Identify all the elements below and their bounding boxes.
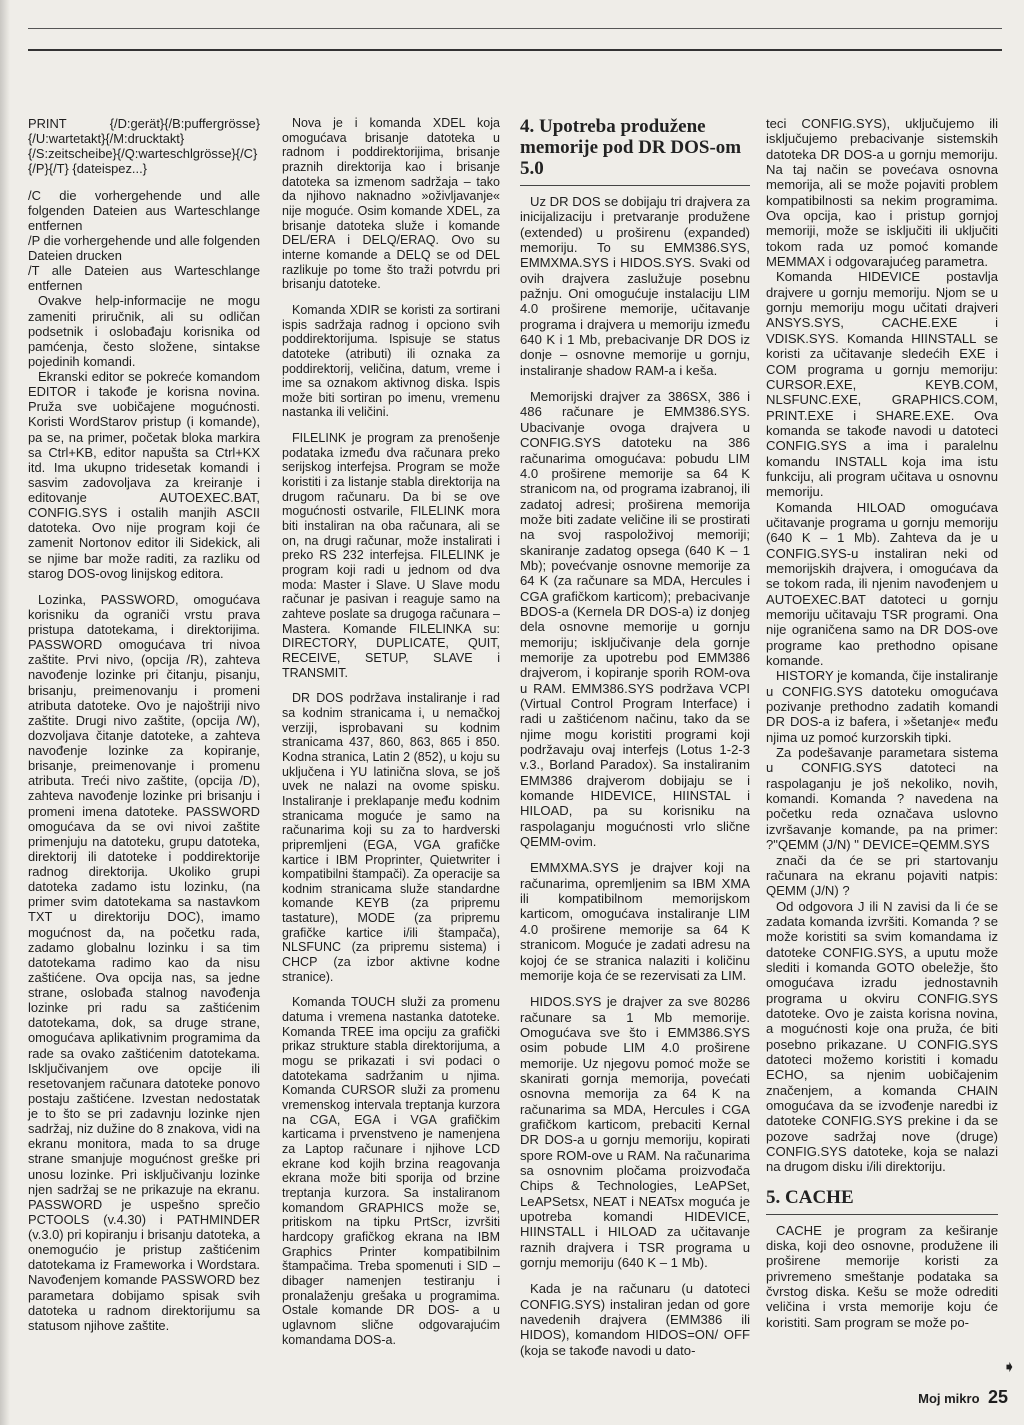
header-rule-thin: [28, 28, 1002, 29]
paragraph: Nova je i komanda XDEL koja omogućava brisanje datoteka u radnom i poddirektorijima, brisanje praznih direktorija kao i brisanje datoteka sa izmenom sadržaja – tako da njihovo naknadno »oživljavanje« nije moguće. Osim komande XDEL, za brisanje datoteka služe i komande DEL/ERA i DELQ/ERAQ. Ovo su interne komande a DELQ se od DEL razlikuje po tome što traži potvrdu pri brisanju datoteke.: [282, 116, 500, 292]
paragraph: teci CONFIG.SYS), uključujemo ili isključujemo prebacivanje sistemskih datoteka DR DOS-a u gornju memoriju. Na taj način se povećava osnovna memorija, ali se može pojaviti problem kompatibilnosti sa nekim programima. Ova opcija, kao i pristup gornjoj memoriji, može se isključiti ili uključiti tokom rada uz pomoć komande MEMMAX i odgovarajućeg parametra.: [766, 116, 998, 270]
paragraph: znači da će se pri startovanju računara na ekranu pojaviti natpis: QEMM (J/N) ?: [766, 852, 998, 899]
paragraph: Kada je na računaru (u datoteci CONFIG.SYS) instaliran jedan od gore navedenih drajvera (EMM386 ili HIDOS), komandom HIDOS=ON/ OFF (koja se takođe navodi u dato-: [520, 1281, 750, 1358]
paragraph: CACHE je program za keširanje diska, koji deo osnovne, produžene ili proširene memorije koristi za privremeno smeštanje podataka sa čvrstog diska. Kešu se može odrediti veličina i vrsta memorije koju će koristiti. Sam program se može po-: [766, 1222, 998, 1330]
page-footer: [918, 1387, 1008, 1408]
column-1: [28, 116, 260, 1344]
paragraph: Komanda XDIR se koristi za sortirani ispis sadržaja radnog i opciono svih poddirektorijuma. Ispisuje se status datoteke (atributi) ili oznaka za poddirektorij, veličina, datum, vreme i ime sa oznakom aktivnog diska. Ispis može biti sortiran po imenu, vremenu nastanka ili veličini.: [282, 302, 500, 420]
paragraph: Ekranski editor se pokreće komandom EDITOR i takođe je korisna novina. Pruža sve uobičajene mogućnosti. Koristi WordStarov pristup (i komande), pa se, na primer, početak bloka markira sa Ctrl+KB, editor napušta sa Ctrl+KX itd. Ima ukupno tridesetak komandi i sasvim zadovoljava za kreiranje i editovanje AUTOEXEC.BAT, CONFIG.SYS i ostalih manjih ASCII datoteka. Ovo nije program koji će zamenit Nortonov editor ili Sidekick, ali se njime bar može raditi, za razliku od starog DOS-ovog linijskog editora.: [28, 369, 260, 581]
paragraph: Od odgovora J ili N zavisi da li će se zadata komanda izvršiti. Komanda ? se može koristiti sa svim komandama iz datoteke CONFIG.SYS, a uputu može slediti i komanda GOTO obeležje, što omogućava izradu jednostavnih programa u okviru CONFIG.SYS datoteke. Ovo je zaista korisna novina, a mogućnosti koje ona pruža, će biti posebno prikazane. U CONFIG.SYS datoteci možemo koristiti i komadu ECHO, sa njenim uobičajenim značenjem, a komanda CHAIN omogućava da se izvođenje naredbi iz datoteke CONFIG.SYS prekine i da se pozove sadržaj nove (druge) CONFIG.SYS datoteke, koja se nalazi na drugom disku i/ili direktoriju.: [766, 898, 998, 1175]
paragraph: PRINT {/D:gerät}{/B:puffergrösse}{/U:wartetakt}{/M:drucktakt} {/S:zeitscheibe}{/Q:warteschlgrösse}{/C}{/P}{/T} {dateispez...}: [28, 116, 260, 177]
continue-arrow-icon: ➧: [1002, 1359, 1016, 1376]
magazine-name: Moj mikro: [918, 1391, 980, 1406]
column-4: [766, 116, 998, 1341]
column-2: [282, 116, 500, 1358]
paragraph: HISTORY je komanda, čije instaliranje u CONFIG.SYS datoteku omogućava pozivanje prethodno zadatih komandi DR DOS-a iz bafera, i »šetanje« među njima uz pomoć kurzorskih tipki.: [766, 668, 998, 745]
section-heading-4: 4. Upotreba produžene memorije pod DR DOS-om 5.0: [520, 116, 750, 186]
paragraph: HIDOS.SYS je drajver za sve 80286 računare sa 1 Mb memorije. Omogućava sve što i EMM386.SYS osim pobude LIM 4.0 proširene memorije. Uz njegovu pomoć može se skanirati gornja memorija, povećati osnovna memorija za 64 K na računarima sa MDA, Hercules i CGA grafičkom karticom, prebaciti Kernal DR DOS-a u gornju memoriju, kopirati spore ROM-ove u RAM. Na računarima sa osnovnim pločama proizvođača Chips & Technologies, LeAPSet, LeAPSetsx, NEAT i NEATsx moguća je upotreba komandi HIDEVICE, HIINSTALL i HILOAD za učitavanje raznih drajvera i TSR programa u gornju memoriju (640 K – 1 Mb).: [520, 994, 750, 1271]
paragraph: /T alle Dateien aus Warteschlange entfernen: [28, 263, 260, 294]
paragraph: DR DOS podržava instaliranje i rad sa kodnim stranicama i, u nemačkoj verziji, isprobavani su kodnim stranicama 437, 860, 863, 865 i 850. Kodna stranica, Latin 2 (852), u koju su uključena i YU latinična slova, se još uvek ne nalazi na ovome spisku. Instaliranje i preklapanje među kodnim stranicama moguće je samo na računarima koji su za to hardverski pripremljeni (EGA, VGA grafičke kartice i IBM Proprinter, Quietwriter i kompatibilni štampači). Za operacije sa kodnim stranicama služe standardne komande KEYB (za pripremu tastature), MODE (za pripremu grafičke kartice i/ili štampača), NLSFUNC (za pripremu sistema) i CHCP (za izbor aktivne kodne stranice).: [282, 691, 500, 984]
paragraph: Uz DR DOS se dobijaju tri drajvera za inicijalizaciju i pretvaranje produžene (extended) u proširenu (expanded) memoriju. To su EMM386.SYS, EMMXMA.SYS i HIDOS.SYS. Svaki od ovih drajvera zaslužuje posebnu pažnju. Oni omogućuje instalaciju LIM 4.0 proširene memorije, učitavanje programa i drajvera u memoriju između 640 K i 1 Mb, prebacivanje DR DOS iz donje – osnovne memorije u gornju, instaliranje shadow RAM-a i keša.: [520, 194, 750, 378]
paragraph: /C die vorhergehende und alle folgenden Dateien aus Warteschlange entfernen: [28, 187, 260, 233]
paragraph: EMMXMA.SYS je drajver koji na računarima, opremljenim sa IBM XMA ili kompatibilnom memorijskom karticom, omogućava instaliranje LIM 4.0 proširene memorije sa 64 K stranicom. Moguće je zadati adresu na kojoj će se stranica nalaziti i količinu memorije koja će se rezervisati za LIM.: [520, 860, 750, 983]
binding-shadow: [0, 0, 10, 1425]
paragraph: FILELINK je program za prenošenje podataka između dva računara preko serijskog interfejsa. Program se može koristiti i za listanje stabla direktorija na drugom računaru. Da bi se ove mogućnosti ostvarile, FILELINK mora biti instaliran na oba računara, ali se on, na drugi računar, može instalirati i preko RS 232 interfejsa. FILELINK je program koji radi u jednom od dva moda: Master i Slave. U Slave modu računar je pasivan i reaguje samo na zahteve poslate sa drugoga računara – Mastera. Komande FILELINKA su: DIRECTORY, DUPLICATE, QUIT, RECEIVE, SETUP, SLAVE i TRANSMIT.: [282, 431, 500, 680]
header-rule-thick: [28, 49, 1002, 51]
paragraph: Ovakve help-informacije ne mogu zameniti priručnik, ali su odličan podsetnik i oslobađaju korisnika od pamćenja, često složene, sintakse pojedinih komandi.: [28, 293, 260, 369]
paragraph: Lozinka, PASSWORD, omogućava korisniku da ograniči vrstu prava pristupa datotekama, i direktorijima. PASSWORD omogućava tri nivoa zaštite. Prvi nivo, (opcija /R), zahteva navođenje lozinke pri čitanju, pisanju, brisanju, preimenovanju i promeni atributa datoteke. Ovo je najoštriji nivo zaštite. Drugi nivo zaštite, (opcija /W), dozvoljava čitanje datoteke, a zahteva navođenje lozinke za kopiranje, brisanje, preimenovanje i promenu atributa. Treći nivo zaštite, (opcija /D), zahteva navođenje lozinke pri brisanju i promeni imena datoteke. PASSWORD omogućava da se ovi nivoi zaštite primenjuju na datoteku, grupu datoteka, direktorij ili datoteke i poddirektorije radnog direktorija. Ukoliko grupi datoteka zadamo istu lozinku, (na primer svim datotekama sa nastavkom TXT u direktoriju DOC), imamo mogućnost da, na početku rada, zadamo globalnu lozinku i sa tim datotekama radimo kao da nisu zaštićene. Ova opcija nas, sa jedne strane, oslobađa stalnog navođenja lozinke pri radu sa zaštićenim datotekama, dok, sa druge strane, omogućava aplikativnim programima da rade sa ovako zaštićenim datotekama. Isključivanjem ove opcije ili resetovanjem računara datoteke ponovo postaju zaštićene. Izvestan nedostatak je to što se pri zadavnju lozinke njen sadržaj, niz dužine do 8 znakova, vidi na ekranu monitora, mada to sa druge strane smanjuje mogućnost greške pri unosu lozinke. Pri isključivanju lozinke njen sadržaj se ne prikazuje na ekranu. PASSWORD je uspešno sprečio PCTOOLS (v.4.30) i PATHMINDER (v.3.0) pri kopiranju i brisanju datoteka, a onemogućio je pristup zaštićenim datotekama iz Frameworka i Wordstara. Navođenjem komande PASSWORD bez parametara dobijamo spisak svih datoteka u radnom direktorijumu sa statusom njihove zaštite.: [28, 591, 260, 1333]
page-number: 25: [987, 1387, 1008, 1407]
paragraph: Komanda HIDEVICE postavlja drajvere u gornju memoriju. Njom se u gornju memoriju mogu učitati drajveri ANSYS.SYS, CACHE.EXE i VDISK.SYS. Komanda HIINSTALL se koristi za učitavanje sledećih EXE i COM programa u gornju memoriju: CURSOR.EXE, KEYB.COM, NLSFUNC.EXE, GRAPHICS.COM, PRINT.EXE i SHARE.EXE. Ova komanda se takođe navodi u datoteci CONFIG.SYS a ima i paralelnu komandu INSTALL koja ima istu funkciju, ali program učitava u osnovnu memoriju.: [766, 269, 998, 500]
paragraph: Komanda HILOAD omogućava učitavanje programa u gornju memoriju (640 K – 1 Mb). Zahteva da je u CONFIG.SYS-u instaliran neki od memorijskih drajvera, i omogućava da se tokom rada, ili njenim navođenjem u AUTOEXEC.BAT datoteci u gornju memoriju učitavaju TSR programi. Ona nije ograničena samo na DR DOS-ove programe kao prethodno opisane komande.: [766, 499, 998, 669]
paragraph: Memorijski drajver za 386SX, 386 i 486 računare je EMM386.SYS. Ubacivanje ovoga drajvera u CONFIG.SYS datoteku na 386 računarima omogućava: pobudu LIM 4.0 proširene memorije sa 64 K stranicom na, od programa izabranoj, ili zadatoj adresi; proširena memorija može biti zadate veličine ili se prostirati na svoj raspoloživoj memoriji; skaniranje zadatog opsega (640 K – 1 Mb); povećvanje osnovne memorije za 64 K (za računare sa MDA, Hercules i CGA grafičkom karticom); prebacivanje BDOS-a (Kernela DR DOS-a) iz donjeg dela osnovne memorije u gornju memoriju; isključivanje dela gornje memorije za upotrebu pod EMM386 drajverom, i kopiranje sporih ROM-ova u RAM. EMM386.SYS podržava VCPI (Virtual Control Program Interface) i radi u zaštićenom načinu, tako da se njime mogu koristiti programi koji podržavaju ovaj interfejs (Lotus 1-2-3 v.3., Borland Paradox). Sa instaliranim EMM386 drajverom dobijaju se i komande HIDEVICE, HIINSTAL i HILOAD, pa su korisniku na raspolaganju mogućnosti vrlo slične QEMM-ovim.: [520, 389, 750, 850]
section-heading-5: 5. CACHE: [766, 1187, 998, 1215]
paragraph: Komanda TOUCH služi za promenu datuma i vremena nastanka datoteke. Komanda TREE ima opciju za grafički prikaz strukture stabla direktorijuma, a mogu se prikazati i svi podaci o datotekama sadržanim u njima. Komanda CURSOR služi za promenu vremenskog intervala treptanja kurzora na CGA, EGA i VGA grafičkim karticama i prvenstveno je namenjena za Laptop računare i njihove LCD ekrane kod kojih brzina reagovanja ekrana može biti sporija od brzine treptanja kurzora. Sa instaliranom komandom GRAPHICS može se, pritiskom na tipku PrtScr, izvršiti hardcopy grafičkog ekrana na IBM Graphics Printer kompatibilnim štampačima. Treba spomenuti i SID – dibager namenjen testiranju i pronalaženju grešaka u programima. Ostale komande DR DOS- a u uglavnom slične odgovarajućim komandama DOS-a.: [282, 995, 500, 1347]
column-3: [520, 116, 750, 1369]
paragraph: Za podešavanje parametara sistema u CONFIG.SYS datoteci na raspolaganju je još nekoliko, novih, komandi. Komanda ? navedena na početku reda označava uslovno izvršavanje komande, pa na primer: ?"QEMM (J/N) " DEVICE=QEMM.SYS: [766, 745, 998, 853]
paragraph: /P die vorhergehende und alle folgenden Dateien drucken: [28, 232, 260, 263]
